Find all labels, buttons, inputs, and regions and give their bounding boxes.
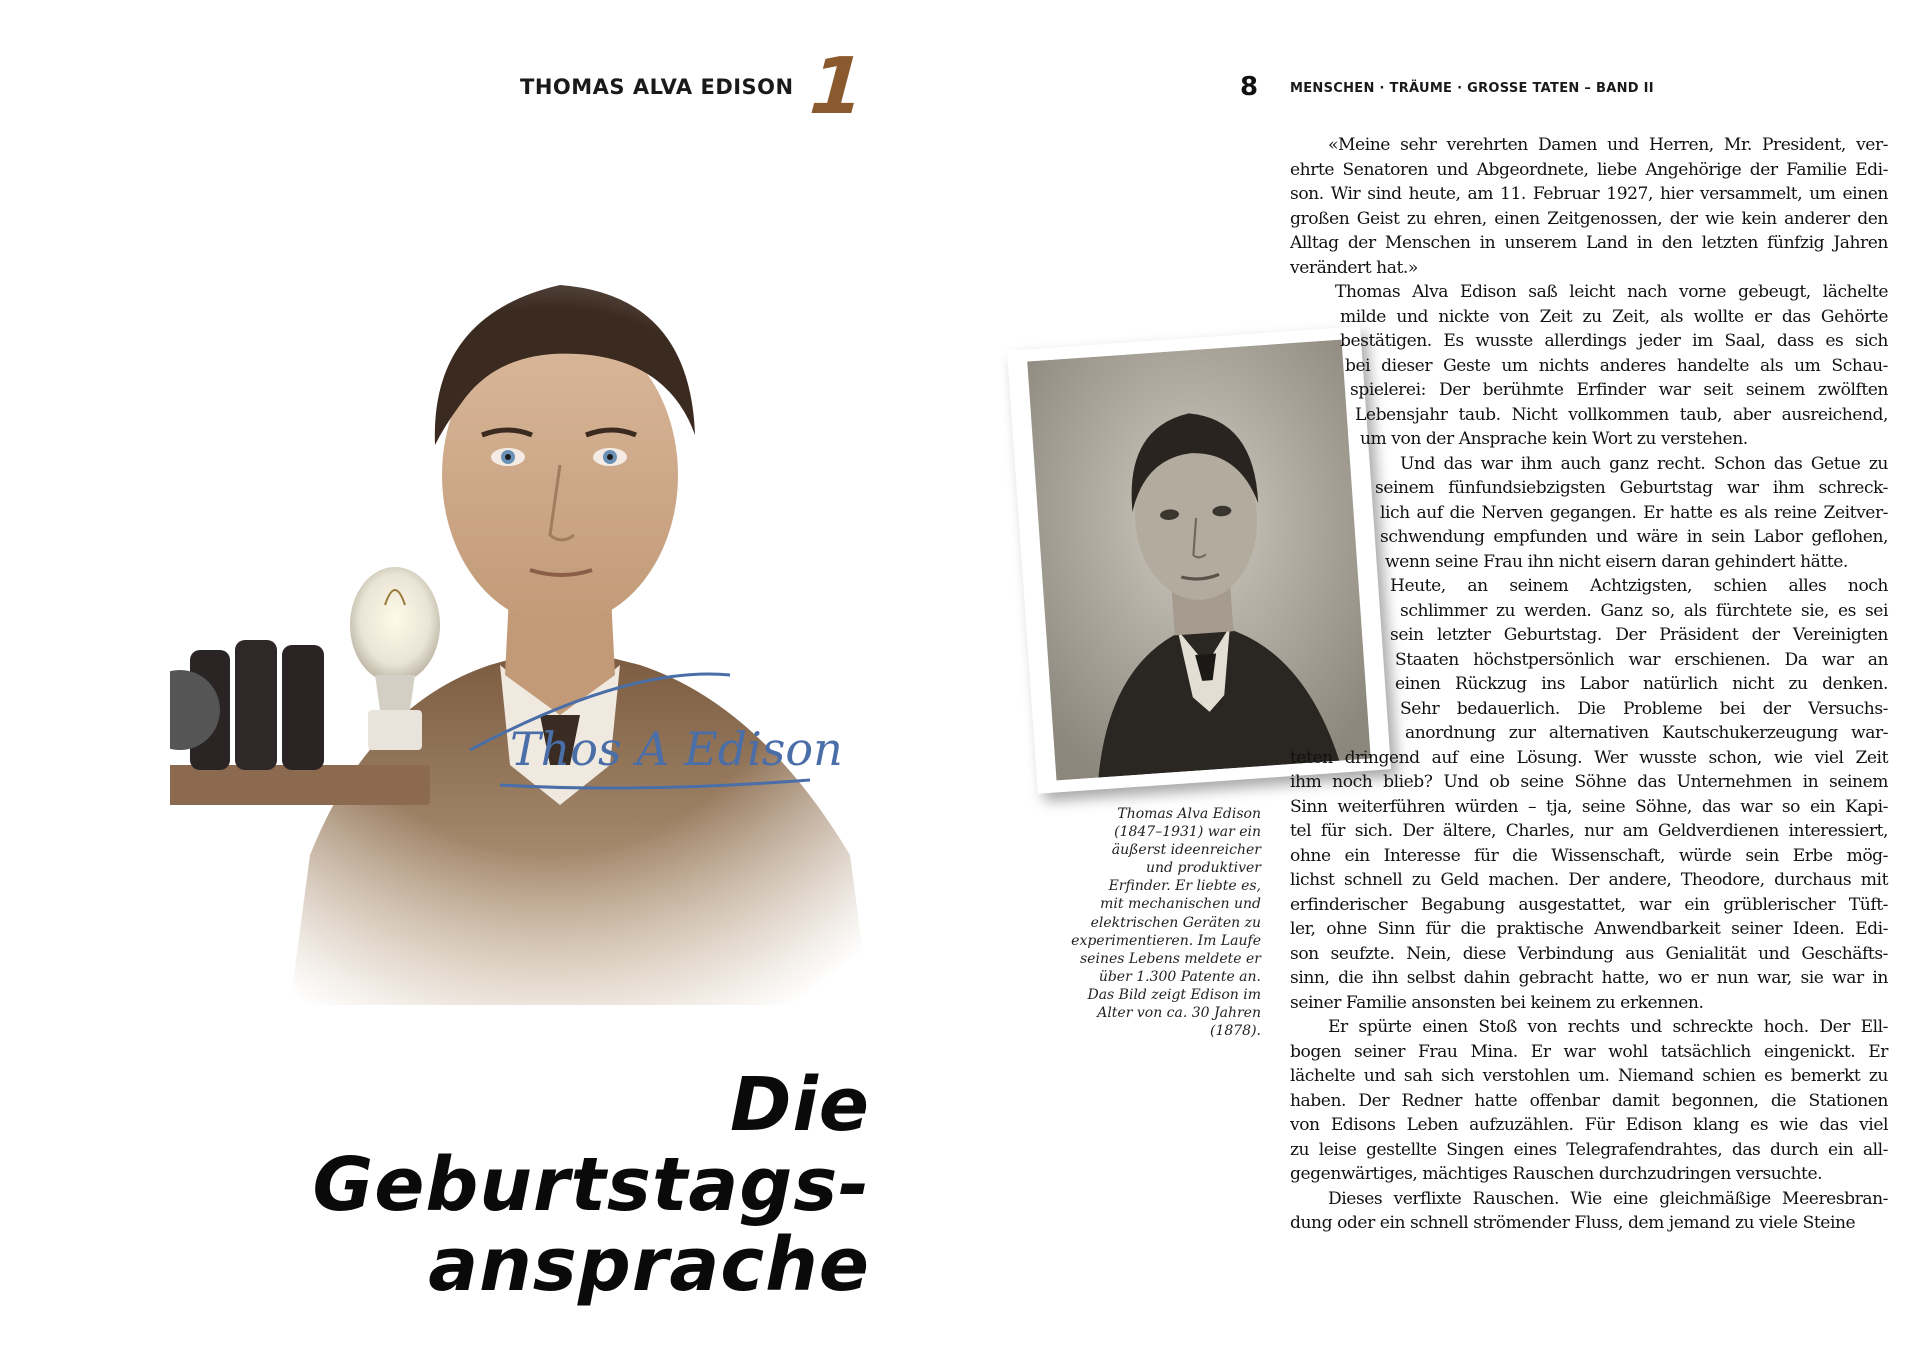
body-text-line: seiner Familie ansonsten bei keinem zu erkennen. (1290, 992, 1704, 1013)
body-text-line: anordnung zur alternativen Kautschukerzeugung war- (1405, 723, 1888, 743)
body-text-line: sinn, die ihn selbst dahin gebracht hatte, wo er nun war, sie war in (1290, 968, 1888, 988)
page-number: 8 (1240, 72, 1259, 102)
caption-line: experimentieren. Im Laufe (1071, 932, 1261, 949)
body-text-line: milde und nickte von Zeit zu Zeit, als wollte er das Gehörte (1340, 306, 1888, 327)
caption-line: und produktiver (1146, 860, 1261, 877)
caption-line: Das Bild zeigt Edison im (1087, 986, 1261, 1003)
body-text-line: son. Wir sind heute, am 11. Februar 1927, hier versammelt, um einen (1290, 184, 1888, 204)
body-text-line: Staaten höchstpersönlich war erschienen. Da war an (1395, 649, 1888, 670)
chapter-number: 1 (806, 42, 868, 132)
body-text-line: seinem fünfundsiebzigsten Geburtstag war ihm schreck- (1375, 478, 1888, 498)
body-text-line: lich auf die Nerven gegangen. Er hatte es als reine Zeitver- (1380, 502, 1888, 523)
body-text-line: Er spürte einen Stoß von rechts und schreckte hoch. Der Ell- (1328, 1017, 1888, 1037)
body-text-line: lichst schnell zu Geld machen. Der andere, Theodore, durchaus mit (1290, 870, 1888, 890)
body-text-line: ler, ohne Sinn für die praktische Anwendbarkeit seiner Ideen. Edi- (1290, 919, 1888, 939)
body-text-line: teten dringend auf eine Lösung. Wer wusste schon, wie viel Zeit (1290, 747, 1888, 768)
body-text-line: lächelte und sah sich verstohlen um. Niemand schien es bemerkt zu (1290, 1066, 1888, 1086)
body-text-line: um von der Ansprache kein Wort zu verstehen. (1360, 429, 1748, 449)
edison-photo-image (1020, 339, 1378, 781)
caption-line: Erfinder. Er liebte es, (1108, 878, 1261, 895)
body-text-line: bei dieser Geste um nichts anderes handelte als um Schau- (1345, 355, 1888, 376)
body-text-line: Und das war ihm auch ganz recht. Schon das Getue zu (1400, 453, 1888, 474)
body-text-line: großen Geist zu ehren, einen Zeitgenossen, der wie kein anderer den (1290, 208, 1888, 229)
caption-line: elektrischen Geräten zu (1090, 914, 1261, 931)
body-text-line: gegenwärtiges, mächtiges Rauschen durchzudringen versuchte. (1290, 1164, 1823, 1184)
caption-line: Thomas Alva Edison (1117, 806, 1261, 822)
chapter-title: THOMAS ALVA EDISON (520, 75, 794, 99)
body-text-line: spielerei: Der berühmte Erfinder war seit seinem zwölften (1350, 380, 1888, 400)
caption-line: mit mechanischen und (1100, 896, 1261, 913)
body-text-line: sein letzter Geburtstag. Der Präsident der Vereinigten (1390, 625, 1888, 645)
caption-line: (1847–1931) war ein (1114, 824, 1261, 841)
headline-line-1: Die Geburtstags- (312, 1062, 870, 1228)
photo-caption (1055, 805, 1261, 1040)
body-text-line: ihm noch blieb? Und ob seine Söhne das Unternehmen in seinem (1290, 772, 1888, 792)
body-text-line: ehrte Senatoren und Abgeordnete, liebe Angehörige der Familie Edi- (1290, 159, 1888, 180)
running-head: MENSCHEN · TRÄUME · GROSSE TATEN – BAND II (1290, 81, 1654, 96)
body-text-line: Alltag der Menschen in unserem Land in den letzten fünfzig Jahren (1290, 233, 1888, 253)
body-text-line: schwendung empfunden und wäre in sein Labor geflohen, (1380, 527, 1888, 547)
body-text-line: Heute, an seinem Achtzigsten, schien alles noch (1390, 576, 1888, 596)
body-text-line: Thomas Alva Edison saß leicht nach vorne gebeugt, lächelte (1335, 282, 1888, 302)
body-text-line: «Meine sehr verehrten Damen und Herren, Mr. President, ver- (1328, 135, 1888, 155)
body-text-line: Dieses verflixte Rauschen. Wie eine gleichmäßige Meeresbran- (1328, 1188, 1888, 1209)
body-text-line: ohne ein Interesse für die Wissenschaft, würde sein Erbe mög- (1290, 845, 1888, 866)
body-text-line: Sinn weiterführen würden – tja, seine Söhne, das war so ein Kapi- (1290, 796, 1888, 817)
body-text-line: Sehr bedauerlich. Die Probleme bei der Versuchs- (1400, 698, 1888, 719)
body-text-line: von Edisons Leben aufzuzählen. Für Edison klang es wie das viel (1290, 1115, 1888, 1135)
body-text-line: einen Rückzug ins Labor natürlich nicht zu denken. (1395, 674, 1888, 694)
signature-text: Thos A Edison (510, 722, 843, 776)
edison-photo (1007, 326, 1391, 794)
chapter-header (520, 42, 868, 132)
caption-line: Alter von ca. 30 Jahren (1097, 1005, 1261, 1022)
caption-line: seines Lebens meldete er (1080, 950, 1261, 967)
body-text-line: haben. Der Redner hatte offenbar damit begonnen, die Stationen (1290, 1090, 1888, 1111)
headline-line-2: ansprache (428, 1222, 870, 1308)
body-text-line: bestätigen. Es wusste allerdings jeder im Saal, dass es sich (1340, 331, 1888, 351)
main-headline (160, 1062, 870, 1308)
caption-line: äußerst ideenreicher (1111, 842, 1261, 859)
body-text-line: schlimmer zu werden. Ganz so, als fürchtete sie, es sei (1400, 600, 1888, 621)
body-text-line: zu leise gestellte Singen eines Telegrafendrahtes, das durch ein all- (1290, 1139, 1888, 1160)
body-text-line: tel für sich. Der ältere, Charles, nur am Geldverdienen interessiert, (1290, 821, 1888, 841)
body-text-line: son seufzte. Nein, diese Verbindung aus Genialität und Geschäfts- (1290, 943, 1888, 964)
caption-line: über 1.300 Patente an. (1098, 968, 1261, 985)
body-text-line: erfinderischer Begabung ausgestattet, war ein grüblerischer Tüft- (1290, 894, 1888, 915)
body-text-line: verändert hat.» (1290, 257, 1418, 278)
body-text-line: bogen seiner Frau Mina. Er war wohl tatsächlich eingenickt. Er (1290, 1041, 1888, 1062)
body-text-line: dung oder ein schnell strömender Fluss, dem jemand zu viele Steine (1290, 1213, 1856, 1233)
body-text-line: Lebensjahr taub. Nicht vollkommen taub, aber ausreichend, (1355, 404, 1888, 425)
caption-line: (1878). (1209, 1023, 1261, 1040)
body-text-line: wenn seine Frau ihn nicht eisern daran gehindert hätte. (1385, 551, 1848, 572)
edison-portrait-illustration (170, 245, 930, 1045)
